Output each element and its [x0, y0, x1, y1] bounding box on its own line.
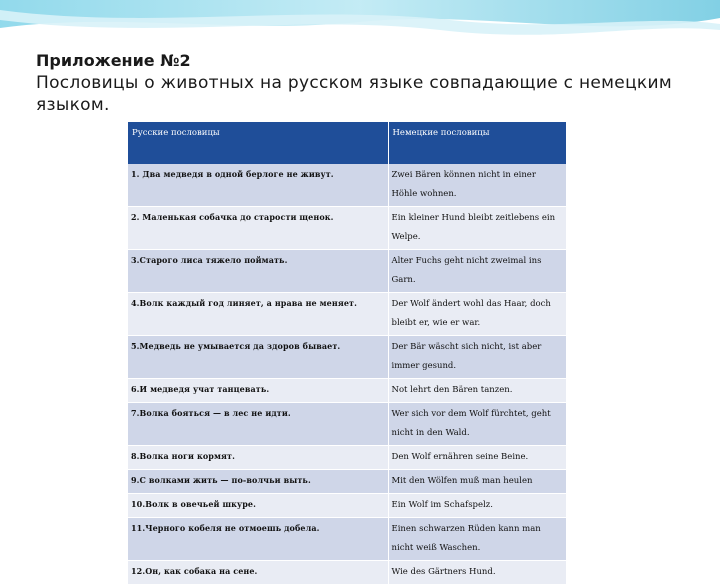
slide-title	[36, 50, 686, 116]
table-row	[128, 293, 566, 336]
german-proverb: Den Wolf ernähren seine Beine.	[388, 446, 566, 470]
russian-proverb: 10.Волк в овечьей шкуре.	[128, 494, 388, 518]
german-proverb: Mit den Wölfen muß man heulen	[388, 470, 566, 494]
russian-proverb: 4.Волк каждый год линяет, а нрава не меняет.	[128, 293, 388, 336]
russian-proverb: 8.Волка ноги кормят.	[128, 446, 388, 470]
russian-proverb: 3.Старого лиса тяжело поймать.	[128, 250, 388, 293]
russian-proverb: 2. Маленькая собачка до старости щенок.	[128, 207, 388, 250]
german-proverb: Wer sich vor dem Wolf fürchtet, geht nicht in den Wald.	[388, 403, 566, 446]
russian-proverb: 11.Черного кобеля не отмоешь добела.	[128, 518, 388, 561]
russian-proverb: 12.Он, как собака на сене.	[128, 561, 388, 585]
german-proverb: Ein Wolf im Schafspelz.	[388, 494, 566, 518]
proverbs-table	[128, 122, 567, 585]
russian-proverb: 9.С волками жить — по-волчьи выть.	[128, 470, 388, 494]
table-row	[128, 561, 566, 585]
table-row	[128, 518, 566, 561]
table-row	[128, 470, 566, 494]
german-proverb: Zwei Bären können nicht in einer Höhle wohnen.	[388, 164, 566, 207]
german-proverb: Not lehrt den Bären tanzen.	[388, 379, 566, 403]
russian-proverb: 7.Волка бояться — в лес не идти.	[128, 403, 388, 446]
table-row	[128, 494, 566, 518]
table-row	[128, 379, 566, 403]
header-german: Немецкие пословицы	[388, 122, 566, 164]
german-proverb: Einen schwarzen Rüden kann man nicht weiß Waschen.	[388, 518, 566, 561]
header-russian: Русские пословицы	[128, 122, 388, 164]
title-description: Пословицы о животных на русском языке совпадающие с немецким языком.	[36, 73, 672, 115]
russian-proverb: 5.Медведь не умывается да здоров бывает.	[128, 336, 388, 379]
table-row	[128, 446, 566, 470]
german-proverb: Wie des Gärtners Hund.	[388, 561, 566, 585]
title-appendix: Приложение №2	[36, 51, 191, 70]
german-proverb: Ein kleiner Hund bleibt zeitlebens ein Welpe.	[388, 207, 566, 250]
table-row	[128, 336, 566, 379]
table-header-row	[128, 122, 566, 164]
table-row	[128, 403, 566, 446]
russian-proverb: 6.И медведя учат танцевать.	[128, 379, 388, 403]
table-row	[128, 207, 566, 250]
german-proverb: Alter Fuchs geht nicht zweimal ins Garn.	[388, 250, 566, 293]
table-row	[128, 250, 566, 293]
german-proverb: Der Bär wäscht sich nicht, ist aber immer gesund.	[388, 336, 566, 379]
table-row	[128, 164, 566, 207]
russian-proverb: 1. Два медведя в одной берлоге не живут.	[128, 164, 388, 207]
german-proverb: Der Wolf ändert wohl das Haar, doch bleibt er, wie er war.	[388, 293, 566, 336]
